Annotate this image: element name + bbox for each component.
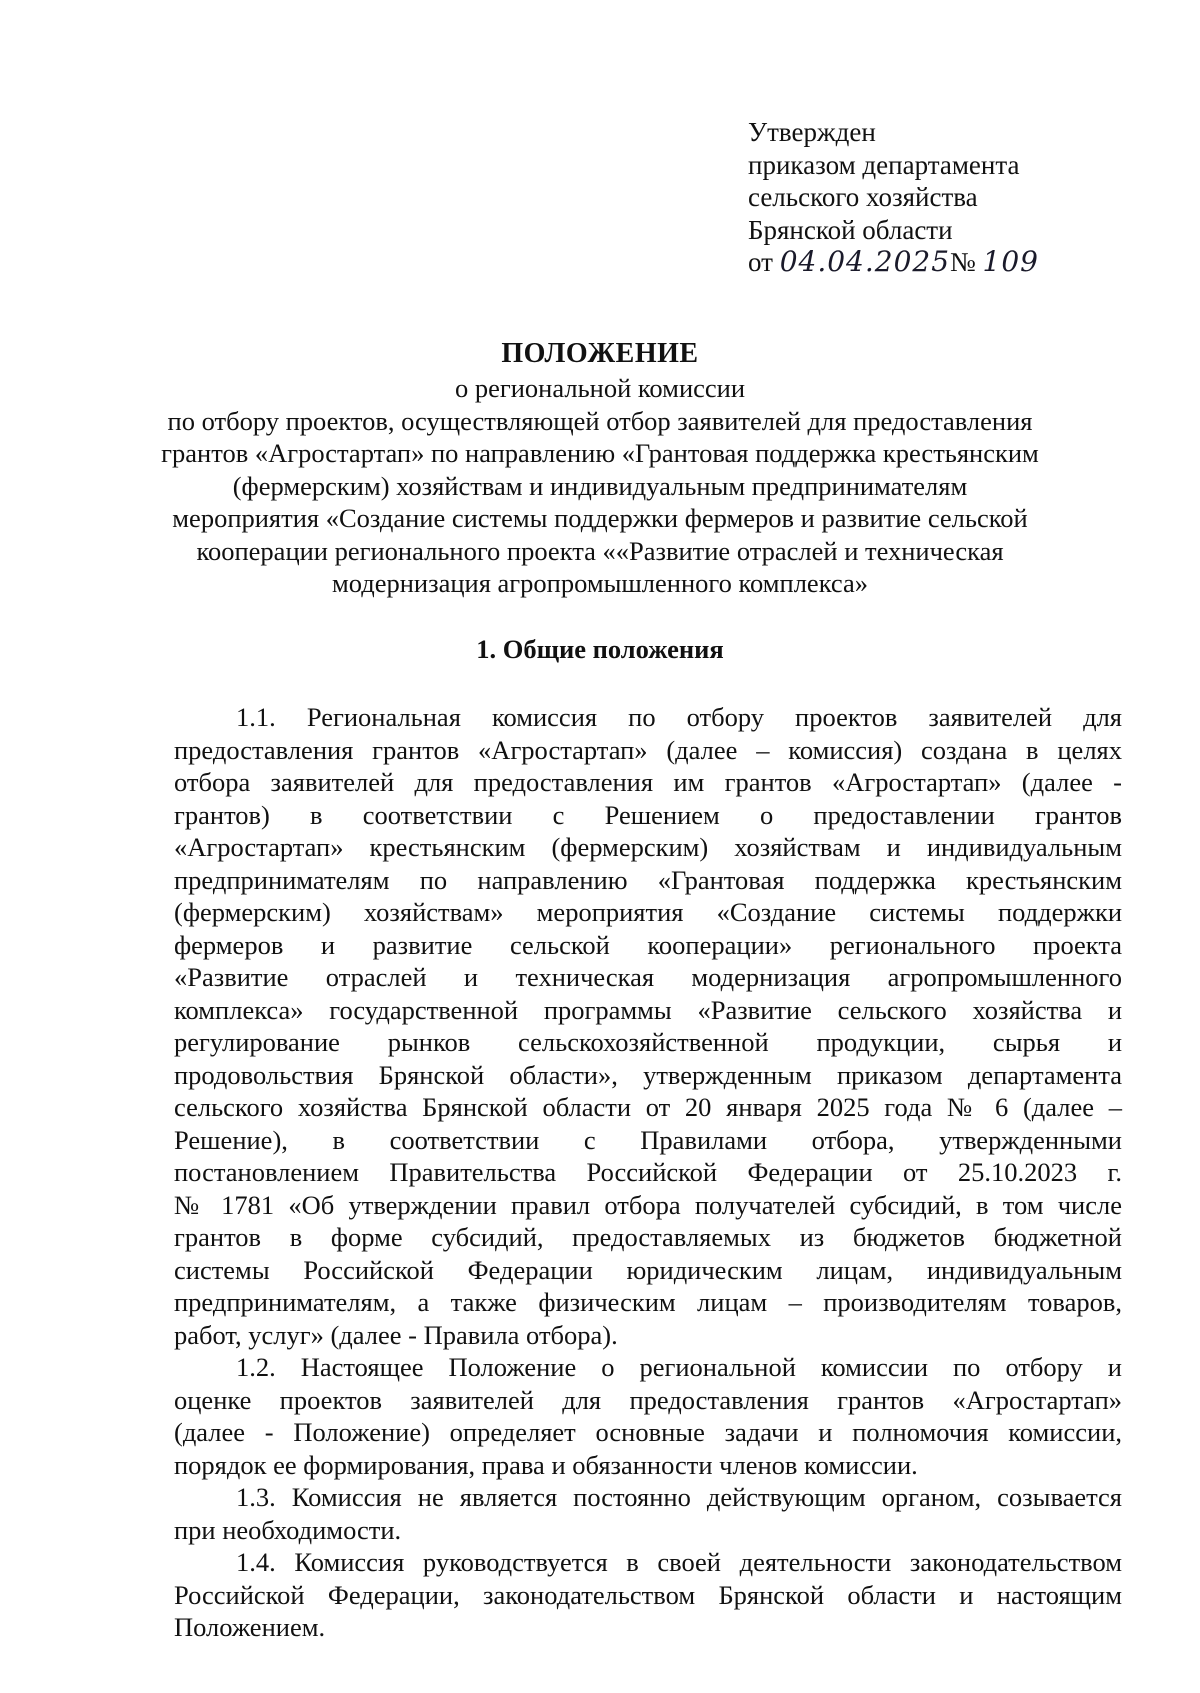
approval-line-3: сельского хозяйства (748, 182, 978, 212)
subtitle-line: мероприятия «Создание системы поддержки фермеров и развитие сельской (172, 503, 1028, 533)
paragraph-line: системы Российской Федерации юридическим лицам, индивидуальным (174, 1254, 1122, 1285)
paragraph-line: Положением. (174, 1612, 326, 1642)
paragraph-line: грантов в форме субсидий, предоставляемых из бюджетов бюджетной (174, 1222, 1122, 1252)
number-sign: № (950, 247, 976, 277)
paragraph-line: Российской Федерации, законодательством Брянской области и настоящим (174, 1579, 1122, 1610)
paragraph-line: продовольствия Брянской области», утвержденным приказом департамента (174, 1059, 1122, 1090)
document-subtitle (150, 372, 1050, 600)
approval-line-1: Утвержден (748, 117, 876, 147)
paragraph-line: 1.1. Региональная комиссия по отбору проектов заявителей для (236, 702, 1122, 732)
paragraph-line: грантов) в соответствии с Решением о предоставлении грантов (174, 799, 1122, 830)
paragraph-line: отбора заявителей для предоставления им грантов «Агростартап» (далее - (174, 767, 1122, 797)
paragraph-line: постановлением Правительства Российской Федерации от 25.10.2023 г. (174, 1157, 1122, 1187)
handwritten-number: 109 (982, 245, 1039, 278)
paragraph-line: оценке проектов заявителей для предоставления грантов «Агростартап» (174, 1384, 1122, 1415)
approval-line-2: приказом департамента (748, 149, 1020, 180)
paragraph-line: порядок ее формирования, права и обязанности членов комиссии. (174, 1449, 918, 1480)
paragraph-line: № 1781 «Об утверждении правил отбора получателей субсидий, в том числе (174, 1189, 1122, 1220)
subtitle-line: по отбору проектов, осуществляющей отбор заявителей для предоставления (167, 405, 1033, 436)
section-heading: 1. Общие положения (476, 634, 724, 664)
date-prefix: от (748, 247, 773, 277)
paragraph-line: фермеров и развитие сельской кооперации» регионального проекта (174, 929, 1122, 960)
paragraph-line: 1.2. Настоящее Положение о региональной комиссии по отбору и (236, 1352, 1122, 1382)
subtitle-line: кооперации регионального проекта ««Развитие отраслей и техническая (196, 535, 1004, 566)
paragraph-line: предоставления грантов «Агростартап» (далее – комиссия) создана в целях (174, 734, 1122, 765)
approval-date-line (748, 246, 1148, 279)
subtitle-line: о региональной комиссии (454, 373, 746, 403)
paragraph-line: комплекса» государственной программы «Развитие сельского хозяйства и (174, 994, 1122, 1025)
subtitle-line: модернизация агропромышленного комплекса» (331, 568, 869, 598)
paragraph-line: «Развитие отраслей и техническая модернизация агропромышленного (174, 962, 1122, 992)
document-body (174, 701, 1122, 1644)
subtitle-line: грантов «Агростартап» по направлению «Грантовая поддержка крестьянским (161, 438, 1039, 468)
handwritten-date: 04.04.2025 (779, 245, 951, 278)
paragraph-line: предпринимателям по направлению «Грантовая поддержка крестьянским (174, 864, 1122, 895)
paragraph-line: (далее - Положение) определяет основные задачи и полномочия комиссии, (174, 1417, 1122, 1447)
paragraph-line: предпринимателям, а также физическим лицам – производителям товаров, (174, 1287, 1122, 1317)
paragraph-line: работ, услуг» (далее - Правила отбора). (174, 1319, 618, 1350)
approval-stamp-block (748, 116, 1148, 279)
subtitle-line: (фермерским) хозяйствам и индивидуальным предпринимателям (232, 470, 968, 501)
document-title: ПОЛОЖЕНИЕ (501, 338, 699, 369)
paragraph-line: 1.4. Комиссия руководствуется в своей деятельности законодательством (236, 1547, 1122, 1577)
paragraph-line: сельского хозяйства Брянской области от 20 января 2025 года № 6 (далее – (174, 1092, 1122, 1122)
approval-line-4: Брянской области (748, 214, 953, 245)
paragraph-line: «Агростартап» крестьянским (фермерским) хозяйствам и индивидуальным (174, 832, 1122, 862)
paragraph-line: Решение), в соответствии с Правилами отбора, утвержденными (174, 1124, 1122, 1155)
paragraph-line: при необходимости. (174, 1514, 402, 1545)
paragraph-line: (фермерским) хозяйствам» мероприятия «Создание системы поддержки (174, 897, 1122, 927)
paragraph-line: 1.3. Комиссия не является постоянно действующим органом, созывается (236, 1482, 1122, 1512)
paragraph-line: регулирование рынков сельскохозяйственной продукции, сырья и (174, 1027, 1122, 1057)
